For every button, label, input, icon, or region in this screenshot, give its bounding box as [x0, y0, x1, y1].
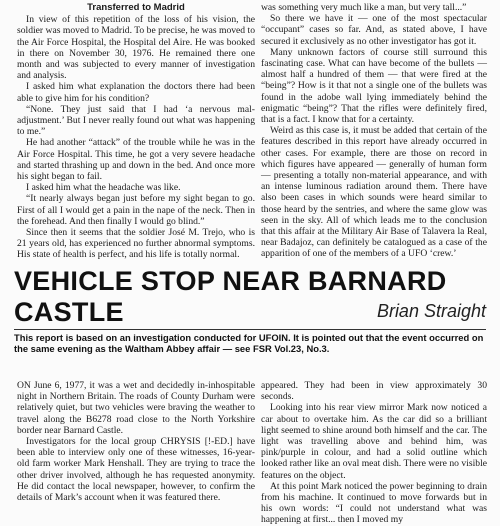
paragraph: Many unknown factors of course still surround this fascinating case. What can have become of the bullets — almost half a hundred of them — that were fired at the “being”? How is it that not a single one of the bullets was found in the adobe wall lying immediately behind the enigmatic “being”? That the rifles were definitely fired, that is a fact. I know that for a certainty.	[261, 46, 487, 126]
article-right-column	[261, 380, 487, 526]
paragraph: ON June 6, 1977, it was a wet and decidedly in-inhospitable night in Northern Britain. The roads of County Durham were relatively quiet, but two vehicles were braving the weather to travel along the B6278 road close to the North Yorkshire border near Barnard Castle.	[17, 380, 255, 436]
paragraph: was something very much like a man, but very tall...”	[261, 2, 467, 13]
top-left-column	[17, 2, 255, 261]
paragraph: Looking into his rear view mirror Mark now noticed a car about to overtake him. As the car did so a brilliant light seemed to shine around both himself and the car. The light was travelling above and behind him, was pink/purple in colour, and had a solid outline which looked rather like an oval meat dish. There were no visible features on the object.	[261, 402, 487, 481]
paragraph: I asked him what explanation the doctors there had been able to give him for his condition?	[17, 81, 255, 104]
paragraph: At this point Mark noticed the power beginning to drain from his machine. It continued to move forwards but in his own words: “I could not understand what was happening at first... then I moved my	[261, 480, 487, 526]
article-intro: This report is based on an investigation conducted for UFOIN. It is pointed out that the event occurred on the same evening as the Waltham Abbey affair — see FSR Vol.23, No.3.	[14, 332, 484, 355]
headline-line: CASTLE	[14, 297, 124, 327]
paragraph: I asked him what the headache was like.	[26, 182, 181, 194]
section-subhead: Transferred to Madrid	[87, 2, 185, 13]
paragraph: He had another “attack” of the trouble while he was in the Air Force Hospital. This time, he got a very severe headache and started thrashing up and down in the bed. And once more his sight began to fail.	[17, 137, 255, 183]
paragraph: In view of this repetition of the loss of his vision, the soldier was moved to Madrid. To be precise, he was moved to the Air Force Hospital, the Hospital del Aire. He was booked in there on November 30, 1976. He remained there one month and was subjected to every manner of investigation and analysis.	[17, 14, 255, 82]
headline-line: VEHICLE STOP NEAR BARNARD	[14, 266, 447, 296]
article-left-column	[17, 380, 255, 503]
paragraph: So there we have it — one of the most spectacular “occupant” cases so far. And, as stated above, I have secured it exclusively as no other investigator has got it.	[261, 13, 487, 47]
top-right-column	[261, 2, 487, 260]
paragraph: “It nearly always began just before my sight began to go. First of all I would get a pain in the nape of the neck. Then in the forehead. And then finally I would go blind.”	[17, 193, 255, 227]
paragraph: Investigators for the local group CHRYSIS [!-ED.] have been able to interview only one of these witnesses, 16-year-old farm worker Mark Henshall. They are trying to trace the other driver involved, although he has requested anonymity. He did contact the local newspaper, however, to confirm the details of Mark’s account when it was featured there.	[17, 436, 255, 504]
paragraph: “None. They just said that I had ‘a nervous mal-adjustment.’ But I never really found out what was happening to me.”	[17, 103, 255, 138]
paragraph: appeared. They had been in view approximately 30 seconds.	[261, 380, 487, 403]
article-byline: Brian Straight	[376, 301, 486, 321]
paragraph: Weird as this case is, it must be added that certain of the features described in this report have already occurred in other cases. For example, there are those on record in which figures have appeared — generally of human form — presenting a totally non-material appearance, and with an intense luminous radiation around them. There have also been cases in which sounds were heard similar to those heard by the sentries, and where the same glow was seen in the sky. All of which leads me to the conclusion that this affair at the Military Air Base of Talavera la Real, near Badajoz, can definitely be catalogued as a case of the apparition of one of the members of a UFO ‘crew.’	[261, 125, 487, 260]
divider	[14, 329, 486, 330]
paragraph: Since then it seems that the soldier José M. Trejo, who is 21 years old, has experienced no further abnormal symptoms. His state of health is perfect, and his life is totally normal.	[17, 227, 255, 261]
